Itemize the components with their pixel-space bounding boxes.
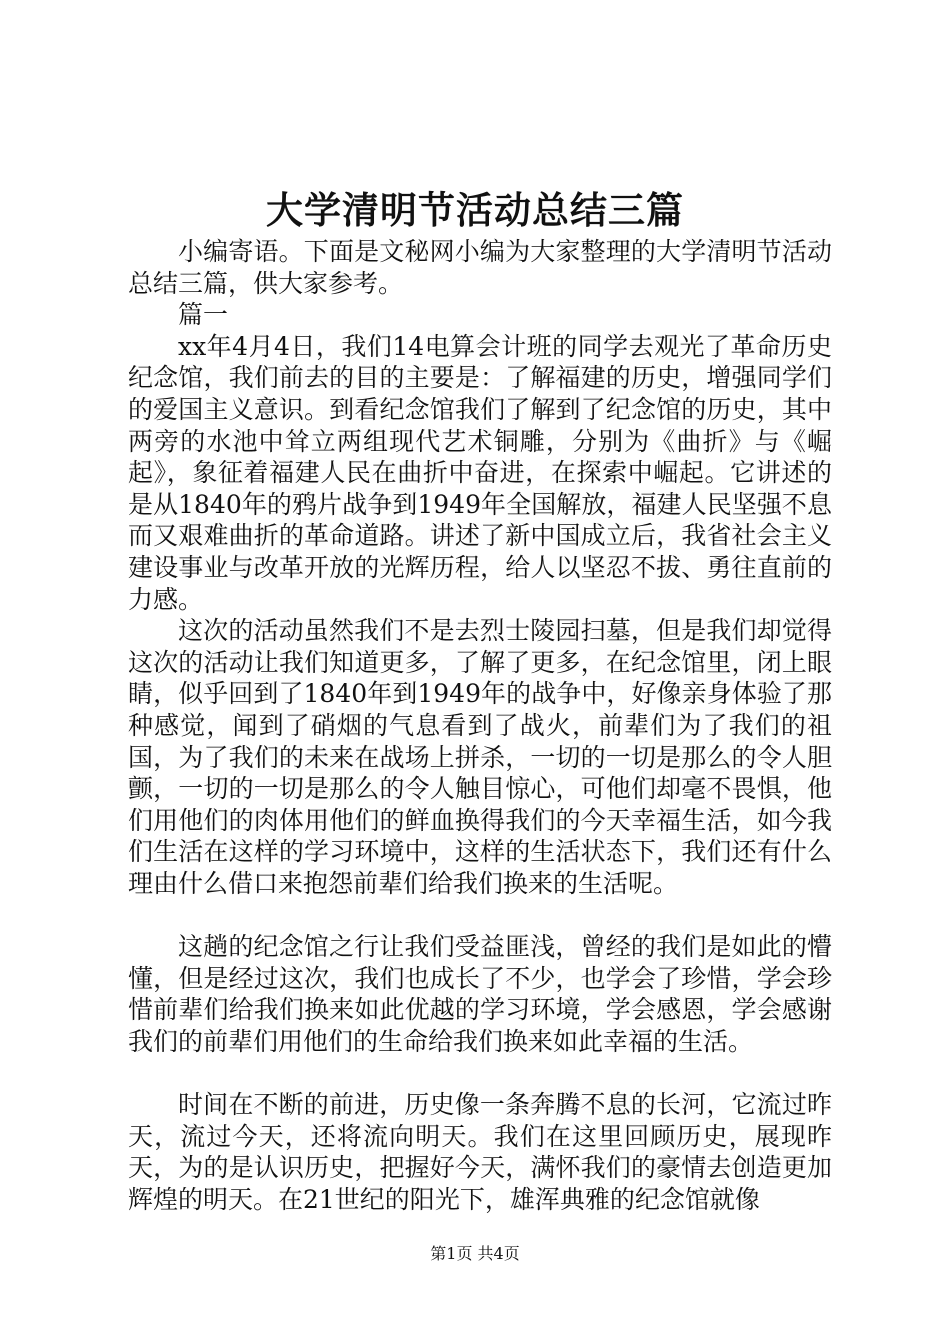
document-body (128, 236, 832, 1215)
body-paragraph: 这次的活动虽然我们不是去烈士陵园扫墓，但是我们却觉得这次的活动让我们知道更多，了解了更多，在纪念馆里，闭上眼睛，似乎回到了1840年到1949年的战争中，好像亲身体验了那种感觉，闻到了硝烟的气息看到了战火，前辈们为了我们的祖国，为了我们的未来在战场上拼杀，一切的一切是那么的令人胆颤，一切的一切是那么的令人触目惊心，可他们却毫不畏惧，他们用他们的肉体用他们的鲜血换得我们的今天幸福生活，如今我们生活在这样的学习环境中，这样的生活状态下，我们还有什么理由什么借口来抱怨前辈们给我们换来的生活呢。 (128, 616, 832, 898)
body-paragraph: 这趟的纪念馆之行让我们受益匪浅，曾经的我们是如此的懵懂，但是经过这次，我们也成长了不少，也学会了珍惜，学会珍惜前辈们给我们换来如此优越的学习环境，学会感恩，学会感谢我们的前辈们用他们的生命给我们换来如此幸福的生活。 (128, 932, 832, 1056)
body-paragraph: xx年4月4日，我们14电算会计班的同学去观光了革命历史纪念馆，我们前去的目的主要是：了解福建的历史，增强同学们的爱国主义意识。到看纪念馆我们了解到了纪念馆的历史，其中两旁的水池中耸立两组现代艺术铜雕，分别为《曲折》与《崛起》，象征着福建人民在曲折中奋进，在探索中崛起。它讲述的是从1840年的鸦片战争到1949年全国解放，福建人民坚强不息而又艰难曲折的革命道路。讲述了新中国成立后，我省社会主义建设事业与改革开放的光辉历程，给人以坚忍不拔、勇往直前的力感。 (128, 331, 832, 614)
page-number-footer: 第1页 共4页 (430, 1244, 520, 1263)
section-heading: 篇一 (178, 300, 229, 330)
body-paragraph: 时间在不断的前进，历史像一条奔腾不息的长河，它流过昨天，流过今天，还将流向明天。我们在这里回顾历史，展现昨天，为的是认识历史，把握好今天，满怀我们的豪情去创造更加辉煌的明天。在21世纪的阳光下，雄浑典雅的纪念馆就像 (128, 1090, 832, 1214)
document-title: 大学清明节活动总结三篇 (266, 188, 684, 232)
intro-paragraph: 小编寄语。下面是文秘网小编为大家整理的大学清明节活动总结三篇，供大家参考。 (128, 237, 832, 298)
